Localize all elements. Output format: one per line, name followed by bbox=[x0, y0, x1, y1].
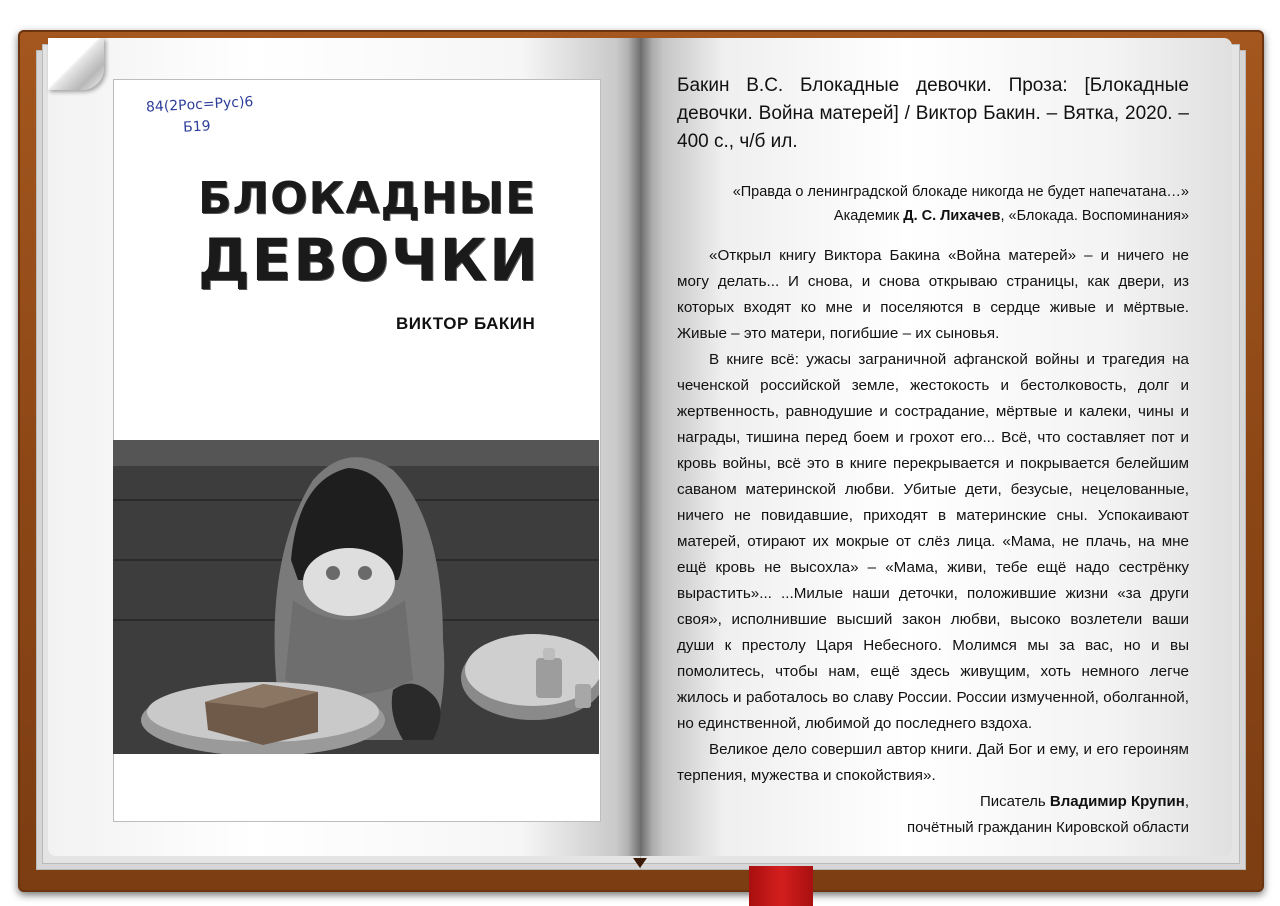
cover-title-line-1: БЛОКАДНЫЕ bbox=[198, 173, 537, 224]
review-signature bbox=[677, 789, 1189, 841]
page-curl-corner[interactable] bbox=[48, 38, 104, 90]
stamp-line-classification: 84(2Рос=Рус)6 bbox=[145, 94, 254, 116]
signature-prefix: Писатель bbox=[979, 793, 1050, 810]
signature-name: Владимир Крупин bbox=[1049, 793, 1185, 810]
spine-notch bbox=[633, 858, 647, 868]
epigraph-author: Д. С. Лихачев bbox=[903, 208, 1001, 224]
signature-title: почётный гражданин Кировской области bbox=[907, 819, 1189, 836]
epigraph-source: , «Блокада. Воспоминания» bbox=[1000, 208, 1189, 224]
bookmark-ribbon[interactable] bbox=[749, 866, 813, 906]
cover-photo-illustration bbox=[113, 440, 599, 754]
epigraph-attribution bbox=[677, 204, 1189, 228]
bibliographic-record: Бакин В.С. Блокадные девочки. Проза: [Блокадные девочки. Война матерей] / Виктор Бакин. – Вятка, 2020. – 400 с., ч/б ил. bbox=[677, 75, 1189, 152]
book-spine bbox=[628, 38, 652, 856]
epigraph bbox=[677, 180, 1189, 228]
signature-line bbox=[677, 789, 1189, 815]
cover-photo bbox=[113, 440, 599, 754]
epigraph-quote: «Правда о ленинградской блокаде никогда не будет напечатана…» bbox=[732, 184, 1189, 200]
cover-author: ВИКТОР БАКИН bbox=[396, 314, 536, 333]
signature-suffix: , bbox=[1184, 793, 1189, 810]
library-classification-stamp bbox=[145, 91, 254, 156]
epigraph-attribution-prefix: Академик bbox=[833, 208, 904, 224]
review-paragraph: В книге всё: ужасы заграничной афганской войны и трагедия на чеченской российской земле, жестокость и бестолковость, долг и жертвенность, равнодушие и сострадание, мёртвые и калеки, чины и награды, тишина перед боем и грохот его... Всё, что составляет пот и кровь войны, всё это в книге перекрывается и покрывается белейшим саваном материнской любви. Убитые дети, безусые, нецелованные, ничего не повидавшие, приходят в материнские сны. Успокаивают матерей, отирают их мокрые от слёз лица. «Мама, не плачь, на мне ещё кровь не высохла» – «Мама, живи, тебе ещё надо сестрёнку вырастить»... ...Милые наши деточки, положившие жизни «за други своя», исполнившие высший закон любви, высоко возлетели ваши души к престолу Царя Небесного. Молимся мы за вас, но и вы помолитесь, чтобы нам, ещё здесь живущим, хоть немного легче жилось и работалось во славу России. России измученной, оболганной, но единственной, любимой до последнего вздоха. bbox=[677, 351, 1189, 732]
review-paragraph: «Открыл книгу Виктора Бакина «Война матерей» – и ничего не могу делать... И снова, и снова открываю страницы, как двери, из которых входят ко мне и поселяются в сердце живые и мёртвые. Живые – это матери, погибшие – их сыновья. bbox=[677, 247, 1189, 342]
review-paragraph: Великое дело совершил автор книги. Дай Бог и ему, и его героиням терпения, мужества и спокойствия». bbox=[677, 741, 1189, 784]
review-text bbox=[677, 243, 1189, 789]
cover-title bbox=[198, 170, 548, 292]
cover-title-line-2: ДЕВОЧКИ bbox=[198, 226, 540, 294]
stamp-line-author-mark: Б19 bbox=[182, 118, 211, 136]
